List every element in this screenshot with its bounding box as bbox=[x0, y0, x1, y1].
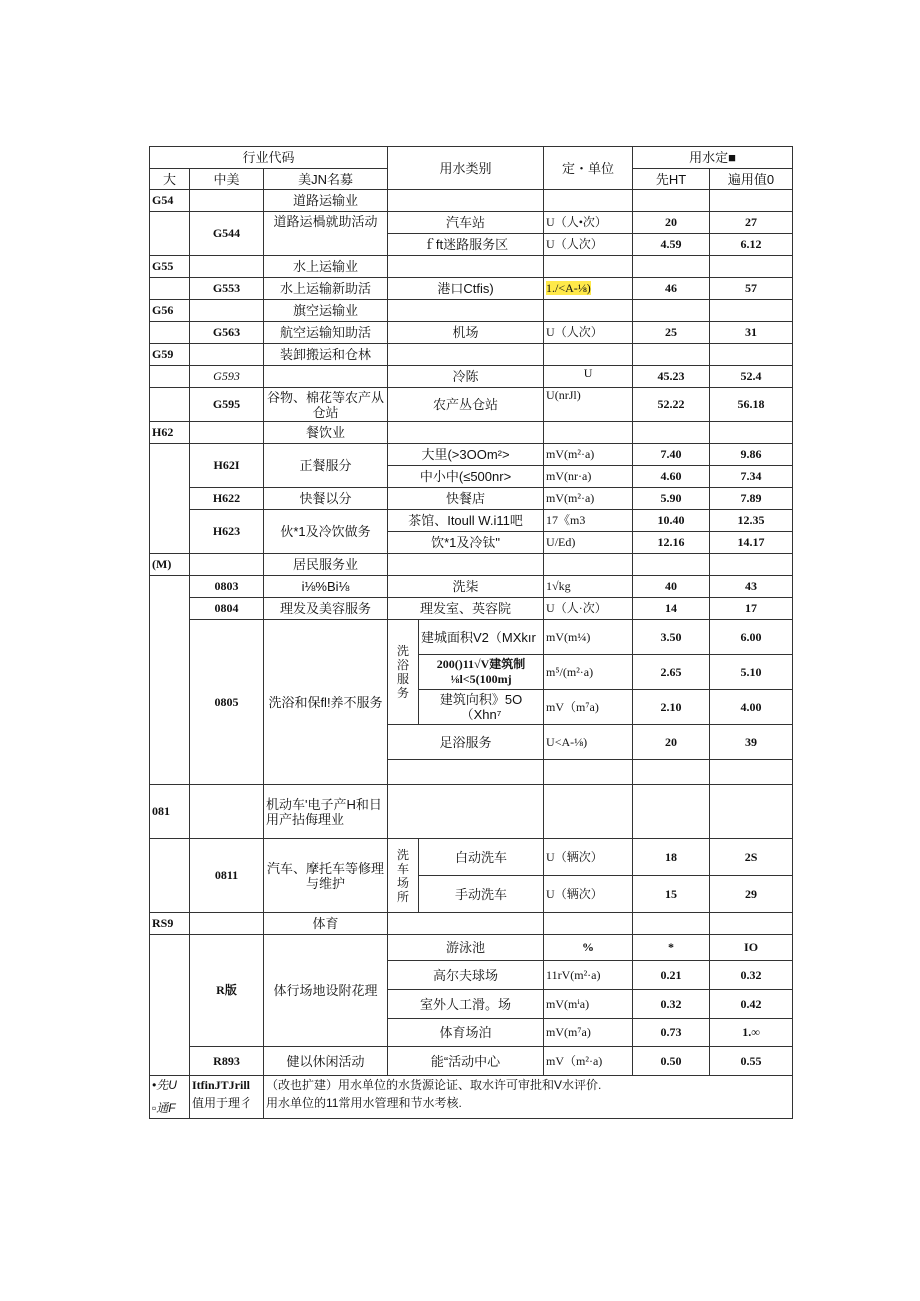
row-general-value: 56.18 bbox=[710, 388, 793, 422]
row-code: 0803 bbox=[190, 576, 264, 598]
row-general-value: 0.32 bbox=[710, 961, 793, 990]
row-advanced-value: 7.40 bbox=[633, 444, 710, 466]
row-category: 体育场泊 bbox=[388, 1019, 544, 1047]
row-category: ｆft迷路服务区 bbox=[388, 234, 544, 256]
row-code: R893 bbox=[190, 1047, 264, 1076]
header-general-value: 遍用值0 bbox=[710, 169, 793, 190]
row-code: R版 bbox=[190, 935, 264, 1047]
row-general-value: 17 bbox=[710, 598, 793, 620]
row-category: 理发室、英容院 bbox=[388, 598, 544, 620]
row-name: 居民服务业 bbox=[264, 554, 388, 576]
row-advanced-value: 52.22 bbox=[633, 388, 710, 422]
header-small-name: 美JN名募 bbox=[264, 169, 388, 190]
row-category: 建筑向积》5O（Xhn⁷ bbox=[419, 690, 544, 725]
row-general-value: 6.00 bbox=[710, 620, 793, 655]
row-advanced-value: 4.60 bbox=[633, 466, 710, 488]
row-unit: U（人次） bbox=[544, 322, 633, 344]
row-name: 伙*1及冷饮做务 bbox=[264, 510, 388, 554]
row-name: 水上运输业 bbox=[264, 256, 388, 278]
row-name: 谷物、棉花等农产从仓站 bbox=[264, 388, 388, 422]
row-name: 机动车'电子产H和日用产拈侮理业 bbox=[264, 785, 388, 839]
group-label-carwash: 洗 车 场 所 bbox=[388, 839, 419, 913]
row-code: (M) bbox=[150, 554, 190, 576]
row-code: 081 bbox=[150, 785, 190, 839]
row-general-value: 12.35 bbox=[710, 510, 793, 532]
row-code: H62I bbox=[190, 444, 264, 488]
row-advanced-value: 20 bbox=[633, 212, 710, 234]
row-category: 饮*1及冷钛" bbox=[388, 532, 544, 554]
row-name: 汽车、摩托车等修理与维护 bbox=[264, 839, 388, 913]
row-unit: U<A-⅛) bbox=[544, 725, 633, 760]
row-code: G593 bbox=[190, 366, 264, 388]
row-general-value: 39 bbox=[710, 725, 793, 760]
row-code: 0804 bbox=[190, 598, 264, 620]
row-unit: U（辆次） bbox=[544, 876, 633, 913]
row-code: H622 bbox=[190, 488, 264, 510]
row-category: 快餐店 bbox=[388, 488, 544, 510]
row-general-value: 0.42 bbox=[710, 990, 793, 1019]
row-unit: U/Ed) bbox=[544, 532, 633, 554]
row-name: 道路运楇就助活动 bbox=[264, 212, 388, 256]
row-name: 理发及美容服务 bbox=[264, 598, 388, 620]
row-code: G595 bbox=[190, 388, 264, 422]
row-general-value: 27 bbox=[710, 212, 793, 234]
row-advanced-value: 4.59 bbox=[633, 234, 710, 256]
row-category: 游泳池 bbox=[388, 935, 544, 961]
header-water-category: 用水类别 bbox=[388, 147, 544, 190]
row-general-value: 5.10 bbox=[710, 655, 793, 690]
row-category: 农产丛仓站 bbox=[388, 388, 544, 422]
row-general-value: 14.17 bbox=[710, 532, 793, 554]
row-advanced-value: 3.50 bbox=[633, 620, 710, 655]
row-name: 快餐以分 bbox=[264, 488, 388, 510]
header-advanced-value: 先HT bbox=[633, 169, 710, 190]
row-advanced-value: 18 bbox=[633, 839, 710, 876]
row-category: 建城面积V2（MXkır bbox=[419, 620, 544, 655]
row-unit: mV(m²·a) bbox=[544, 444, 633, 466]
row-unit: 1√kg bbox=[544, 576, 633, 598]
row-advanced-value: * bbox=[633, 935, 710, 961]
row-unit: 1./<A-⅛) bbox=[546, 281, 591, 295]
row-category: 大里(>3OOm²> bbox=[388, 444, 544, 466]
row-advanced-value: 14 bbox=[633, 598, 710, 620]
row-general-value: 6.12 bbox=[710, 234, 793, 256]
row-category: 洗柒 bbox=[388, 576, 544, 598]
row-general-value: 52.4 bbox=[710, 366, 793, 388]
row-general-value: 9.86 bbox=[710, 444, 793, 466]
row-category: 汽车站 bbox=[388, 212, 544, 234]
row-category: 能“活动中心 bbox=[388, 1047, 544, 1076]
row-category: 茶馆、Itoull W.i11吧 bbox=[388, 510, 544, 532]
row-category: 冷陈 bbox=[388, 366, 544, 388]
row-name: 洗浴和保fl!养不服务 bbox=[264, 620, 388, 785]
row-unit: m⁵/(m²·a) bbox=[544, 655, 633, 690]
water-quota-sheet bbox=[149, 146, 792, 1119]
row-category: 手动洗车 bbox=[419, 876, 544, 913]
row-advanced-value: 2.65 bbox=[633, 655, 710, 690]
row-advanced-value: 2.10 bbox=[633, 690, 710, 725]
row-code: G56 bbox=[150, 300, 190, 322]
row-unit: mV(mⁱa) bbox=[544, 990, 633, 1019]
row-code: G544 bbox=[190, 212, 264, 256]
row-code: G55 bbox=[150, 256, 190, 278]
row-name: 体育 bbox=[264, 913, 388, 935]
row-unit: mV(m¼) bbox=[544, 620, 633, 655]
row-general-value: 2S bbox=[710, 839, 793, 876]
row-category: 机场 bbox=[388, 322, 544, 344]
row-unit: 11rV(m²·a) bbox=[544, 961, 633, 990]
row-category: 中小中(≤500nr> bbox=[388, 466, 544, 488]
row-unit: mV(nr·a) bbox=[544, 466, 633, 488]
row-unit: U bbox=[544, 366, 633, 388]
row-name: 健以休闲活动 bbox=[264, 1047, 388, 1076]
row-advanced-value: 0.32 bbox=[633, 990, 710, 1019]
row-unit: mV（m²·a) bbox=[544, 1047, 633, 1076]
row-name: 道路运输业 bbox=[264, 190, 388, 212]
row-general-value: 7.89 bbox=[710, 488, 793, 510]
row-general-value: 1.∞ bbox=[710, 1019, 793, 1047]
row-code: G59 bbox=[150, 344, 190, 366]
row-advanced-value: 0.73 bbox=[633, 1019, 710, 1047]
row-category: 港口Ctfis) bbox=[388, 278, 544, 300]
row-general-value: 4.00 bbox=[710, 690, 793, 725]
row-advanced-value: 45.23 bbox=[633, 366, 710, 388]
note-sub: ItfinJTJrill 值用于理彳 bbox=[190, 1076, 264, 1119]
row-advanced-value: 25 bbox=[633, 322, 710, 344]
row-unit: 17《m3 bbox=[544, 510, 633, 532]
row-general-value: 57 bbox=[710, 278, 793, 300]
row-name: 餐饮业 bbox=[264, 422, 388, 444]
row-advanced-value: 40 bbox=[633, 576, 710, 598]
row-name: 航空运输知助活 bbox=[264, 322, 388, 344]
row-code: G553 bbox=[190, 278, 264, 300]
row-name: 体行场地设附花理 bbox=[264, 935, 388, 1047]
header-major: 大 bbox=[150, 169, 190, 190]
row-unit: mV(m²·a) bbox=[544, 488, 633, 510]
row-category: 白动洗车 bbox=[419, 839, 544, 876]
row-advanced-value: 12.16 bbox=[633, 532, 710, 554]
row-category: 室外人工滑。场 bbox=[388, 990, 544, 1019]
row-category: 足浴服务 bbox=[388, 725, 544, 760]
row-general-value: 29 bbox=[710, 876, 793, 913]
row-unit: % bbox=[544, 935, 633, 961]
header-quota: 用水定■ bbox=[633, 147, 793, 169]
row-name: 水上运输新助活 bbox=[264, 278, 388, 300]
row-code: G54 bbox=[150, 190, 190, 212]
row-code: G563 bbox=[190, 322, 264, 344]
row-category: 高尔夫球场 bbox=[388, 961, 544, 990]
row-unit: U(nrJl) bbox=[544, 388, 633, 422]
header-medium: 中美 bbox=[190, 169, 264, 190]
row-code: 0805 bbox=[190, 620, 264, 785]
row-general-value: 31 bbox=[710, 322, 793, 344]
row-name: i⅛%Bi⅛ bbox=[264, 576, 388, 598]
note-label: •先U ▫通F bbox=[150, 1076, 190, 1119]
row-unit: U（人·次） bbox=[544, 598, 633, 620]
row-name: 装卸搬运和仓林 bbox=[264, 344, 388, 366]
header-unit: 定・单位 bbox=[544, 147, 633, 190]
group-label-bathing: 洗 浴 服 务 bbox=[388, 620, 419, 725]
row-name: 旗空运输业 bbox=[264, 300, 388, 322]
row-unit: mV(m⁷a) bbox=[544, 1019, 633, 1047]
row-general-value: 7.34 bbox=[710, 466, 793, 488]
row-advanced-value: 5.90 bbox=[633, 488, 710, 510]
row-advanced-value: 0.21 bbox=[633, 961, 710, 990]
row-code: 0811 bbox=[190, 839, 264, 913]
row-unit: mV（m⁷a) bbox=[544, 690, 633, 725]
row-name: 正餐服分 bbox=[264, 444, 388, 488]
water-quota-table bbox=[149, 146, 793, 1119]
row-advanced-value: 15 bbox=[633, 876, 710, 913]
row-unit: U（辆次） bbox=[544, 839, 633, 876]
row-code: H623 bbox=[190, 510, 264, 554]
row-code: RS9 bbox=[150, 913, 190, 935]
row-advanced-value: 0.50 bbox=[633, 1047, 710, 1076]
row-advanced-value: 46 bbox=[633, 278, 710, 300]
row-unit: U（人•次） bbox=[544, 212, 633, 234]
note-text: （改也扩建）用水单位的水货源论证、取水许可审批和V水评价. 用水单位的11常用水管理和节水考核. bbox=[264, 1076, 793, 1119]
row-unit: U（人次） bbox=[544, 234, 633, 256]
row-category: 200()11√V建筑制⅛l<5(100mj bbox=[419, 655, 544, 690]
row-general-value: 0.55 bbox=[710, 1047, 793, 1076]
row-general-value: 43 bbox=[710, 576, 793, 598]
row-general-value: IO bbox=[710, 935, 793, 961]
header-industry-code: 行业代码 bbox=[150, 147, 388, 169]
row-code: H62 bbox=[150, 422, 190, 444]
row-advanced-value: 10.40 bbox=[633, 510, 710, 532]
row-advanced-value: 20 bbox=[633, 725, 710, 760]
